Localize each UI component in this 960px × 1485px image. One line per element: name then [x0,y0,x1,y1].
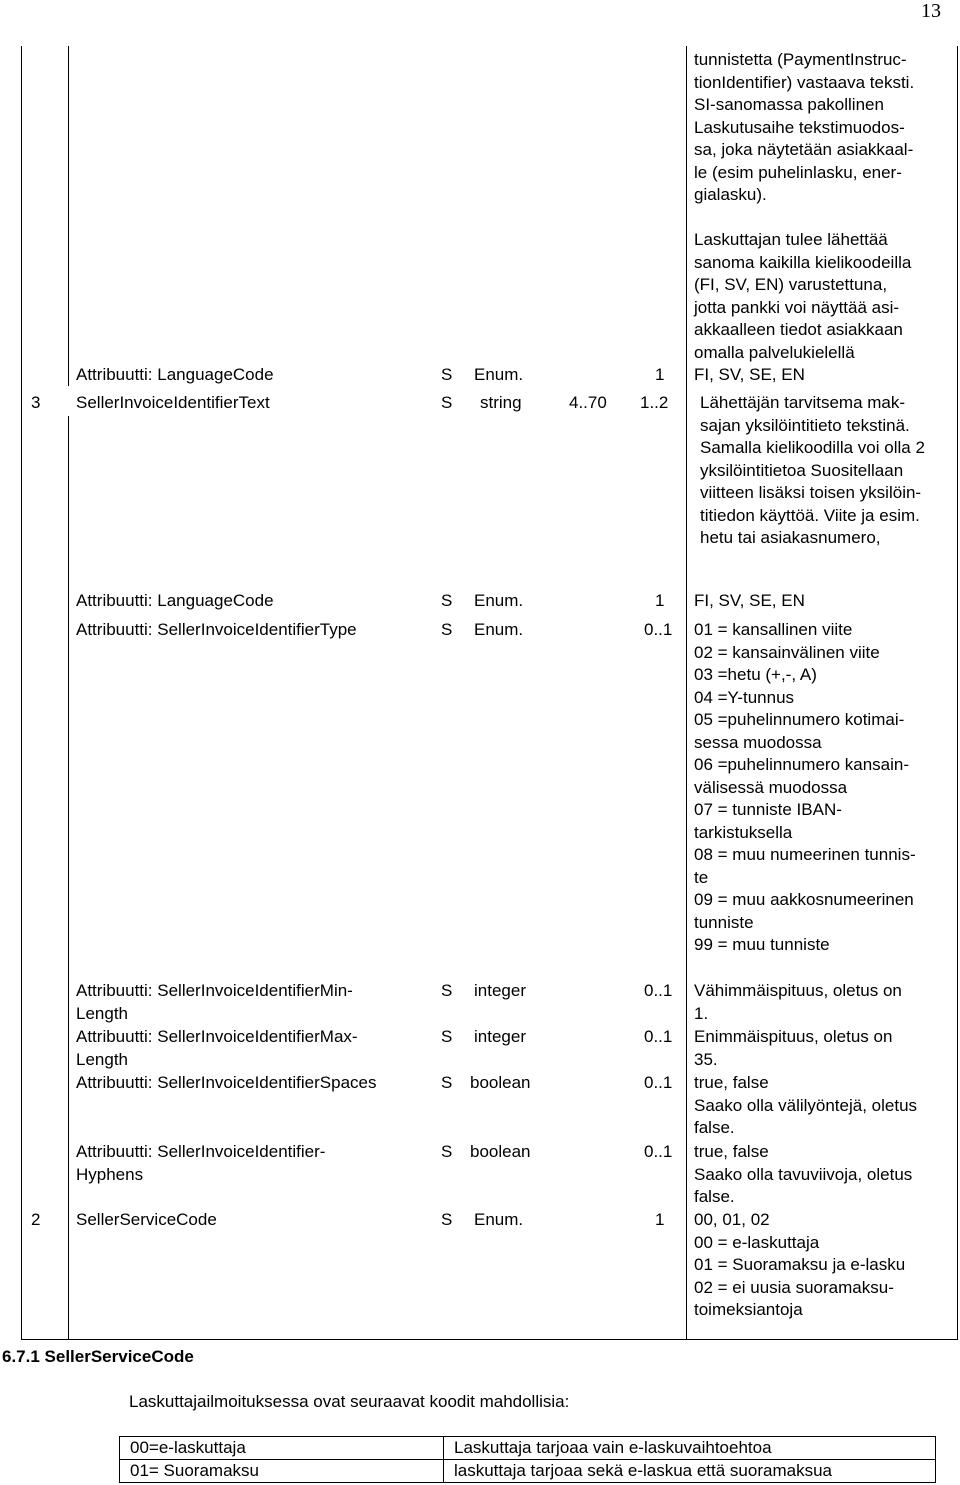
intro-text: Laskuttajailmoituksessa ovat seuraavat koodit mahdollisia: [129,1392,570,1411]
row-description: true, false Saako olla välilyöntejä, oletus false. [694,1073,918,1137]
table-divider-description [686,46,687,1340]
row-datatype: integer [474,981,526,1000]
row-name: Attribuutti: SellerInvoiceIdentifier- Hyphens [76,1142,326,1184]
row-description: FI, SV, SE, EN [694,365,805,384]
row-name: SellerInvoiceIdentifierText [76,393,270,412]
row-type: S [441,620,453,639]
table-border-left [21,46,22,1340]
meaning-cell: laskuttaja tarjoaa sekä e-laskua että suoramaksua [444,1460,936,1483]
row-type: S [441,1073,453,1092]
row-occurrence: 1 [655,591,665,610]
row-name: Attribuutti: LanguageCode [76,591,274,610]
row-datatype: string [480,393,522,412]
row-description: Enimmäispituus, oletus on 35. [694,1027,893,1069]
row-name: Attribuutti: SellerInvoiceIdentifierMin- Length [76,981,353,1023]
row-datatype: Enum. [474,620,524,639]
code-cell: 01= Suoramaksu [120,1460,444,1483]
table-border-right [957,46,958,1340]
row-datatype: Enum. [474,591,524,610]
row-type: S [441,1027,453,1046]
table-divider-level [68,46,69,386]
row-name: Attribuutti: SellerInvoiceIdentifierType [76,620,357,639]
row-type: S [441,365,453,384]
row-level: 3 [31,393,41,412]
row-name: Attribuutti: SellerInvoiceIdentifierMax- Length [76,1027,358,1069]
row-description: 01 = kansallinen viite 02 = kansainvälinen viite 03 =hetu (+,-, A) 04 =Y-tunnus 05 =puhelinnumero kotimai- sessa muodossa 06 =puhelinnumero kansain- välisessä muodossa 07 = tunniste IBAN- tarkistuksella 08 = muu numeerinen tunnis- te 09 = muu aakkosnumeerinen tunniste 99 = muu tunniste [694,620,916,954]
table-divider-level [68,416,69,1340]
row-datatype: Enum. [474,365,524,384]
row-datatype: Enum. [474,1210,524,1229]
row-name: Attribuutti: LanguageCode [76,365,274,384]
row-length: 4..70 [569,393,607,412]
row-description: FI, SV, SE, EN [694,591,805,610]
row-description: Vähimmäispituus, oletus on 1. [694,981,902,1023]
row-datatype: boolean [470,1073,531,1092]
row-type: S [441,591,453,610]
code-cell: 00=e-laskuttaja [120,1437,444,1460]
row-name: Attribuutti: SellerInvoiceIdentifierSpaces [76,1073,377,1092]
meaning-cell: Laskuttaja tarjoaa vain e-laskuvaihtoehtoa [444,1437,936,1460]
row-occurrence: 0..1 [644,1027,673,1046]
row-occurrence: 0..1 [644,1073,673,1092]
row-occurrence: 0..1 [644,1142,673,1161]
codes-table [119,1436,936,1483]
row-description: tunnistetta (PaymentInstruc- tionIdentifier) vastaava teksti. SI-sanomassa pakollinen Laskutusaihe tekstimuodos- sa, joka näytetään asiakkaal- le (esim puhelinlasku, ener- gialasku). Laskuttajan tulee lähettää sanoma kaikilla kielikoodeilla (FI, SV, EN) varustettuna, jotta pankki voi näyttää asi- akkaalleen tiedot asiakkaan omalla palvelukielellä [694,50,915,362]
table-border-bottom [21,1339,958,1340]
row-occurrence: 0..1 [644,620,673,639]
row-level: 2 [31,1210,41,1229]
row-type: S [441,981,453,1000]
row-type: S [441,1210,453,1229]
row-description: true, false Saako olla tavuviivoja, oletus false. [694,1142,913,1206]
page-number: 13 [921,0,941,22]
table-row [120,1437,936,1460]
row-occurrence: 0..1 [644,981,673,1000]
row-type: S [441,393,453,412]
section-heading: 6.7.1 SellerServiceCode [2,1347,194,1366]
table-row [120,1460,936,1483]
row-name: SellerServiceCode [76,1210,217,1229]
row-datatype: integer [474,1027,526,1046]
row-description: 00, 01, 02 00 = e-laskuttaja 01 = Suoramaksu ja e-lasku 02 = ei uusia suoramaksu- toimeksiantoja [694,1210,906,1319]
row-description: Lähettäjän tarvitsema mak- sajan yksilöintitieto tekstinä. Samalla kielikoodilla voi olla 2 yksilöintitietoa Suositellaan viitteen lisäksi toisen yksilöin- titiedon käyttöä. Viite ja esim. hetu tai asiakasnumero, [700,393,925,547]
row-datatype: boolean [470,1142,531,1161]
row-occurrence: 1 [655,365,665,384]
row-occurrence: 1..2 [640,393,669,412]
row-occurrence: 1 [655,1210,665,1229]
row-type: S [441,1142,453,1161]
